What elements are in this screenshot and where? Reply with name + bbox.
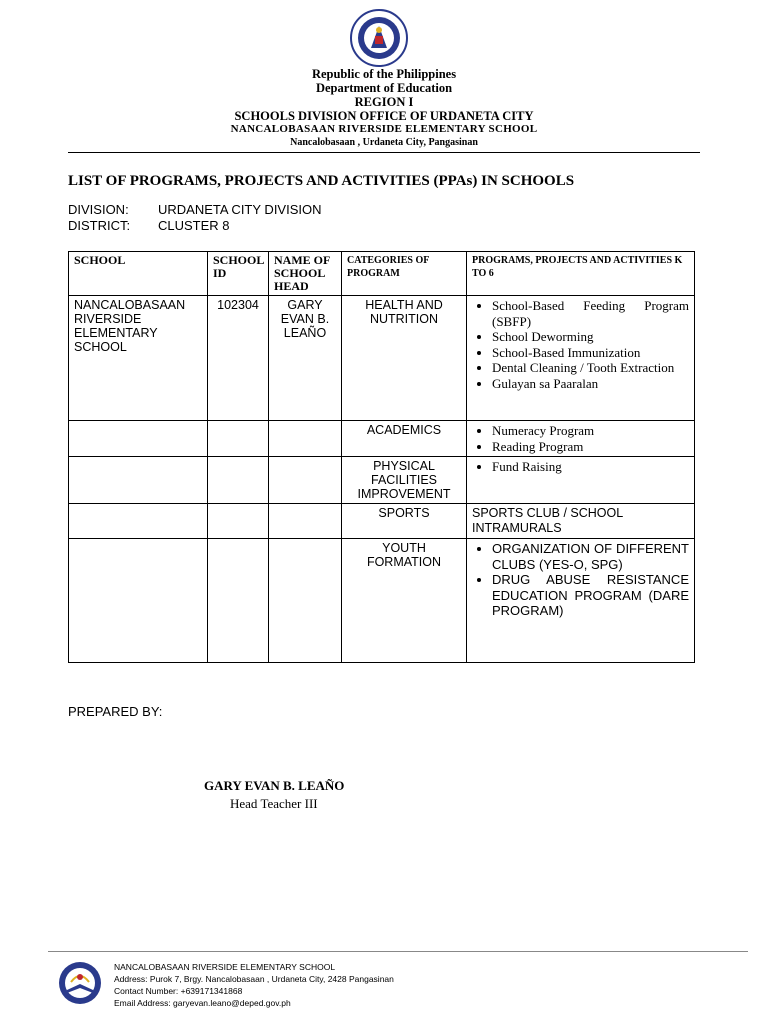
list-item: • Dental Cleaning / Tooth Extraction — [492, 360, 689, 376]
district-label: DISTRICT: — [68, 218, 131, 233]
cell-ppa — [467, 421, 695, 457]
footer-divider — [48, 951, 748, 952]
col-header-ppa: PROGRAMS, PROJECTS AND ACTIVITIES K TO 6 — [467, 252, 695, 296]
deped-seal-icon — [344, 8, 414, 68]
district-value: CLUSTER 8 — [158, 218, 230, 233]
list-item: • Gulayan sa Paaralan — [492, 376, 689, 392]
ppa-table — [68, 251, 695, 663]
header-department: Department of Education — [315, 81, 453, 95]
signatory-name: GARY EVAN B. LEAÑO — [204, 778, 345, 793]
header-divider — [68, 152, 700, 153]
cell-empty — [208, 539, 269, 663]
cell-empty — [69, 539, 208, 663]
col-header-school-head: NAME OF SCHOOL HEAD — [269, 252, 342, 296]
footer-email: Email Address: garyevan.leano@deped.gov.ph — [114, 998, 291, 1008]
document-title: LIST OF PROGRAMS, PROJECTS AND ACTIVITIES (PPAs) IN SCHOOLS — [68, 173, 575, 189]
table-header-row — [69, 252, 695, 296]
list-item: • School Deworming — [492, 329, 689, 345]
list-item: • School-Based Immunization — [492, 345, 689, 361]
cell-category: ACADEMICS — [342, 421, 467, 457]
col-header-school: SCHOOL — [69, 252, 208, 296]
list-item: • Fund Raising — [492, 459, 689, 475]
cell-empty — [69, 504, 208, 539]
list-item: • School-Based Feeding Program (SBFP) — [492, 298, 689, 329]
cell-category: PHYSICAL FACILITIES IMPROVEMENT — [342, 457, 467, 504]
district-line — [68, 218, 230, 233]
table-row — [69, 421, 695, 457]
division-line — [68, 202, 322, 217]
prepared-by-label: PREPARED BY: — [68, 704, 163, 719]
cell-empty — [208, 504, 269, 539]
table-row — [69, 457, 695, 504]
cell-ppa — [467, 296, 695, 421]
table-row — [69, 539, 695, 663]
cell-empty — [69, 421, 208, 457]
footer-school: NANCALOBASAAN RIVERSIDE ELEMENTARY SCHOOL — [114, 962, 336, 972]
cell-school-head: GARY EVAN B. LEAÑO — [269, 296, 342, 421]
division-value: URDANETA CITY DIVISION — [158, 202, 322, 217]
header-school-name: NANCALOBASAAN RIVERSIDE ELEMENTARY SCHOOL — [230, 123, 538, 135]
cell-category: HEALTH AND NUTRITION — [342, 296, 467, 421]
list-item: • DRUG ABUSE RESISTANCE EDUCATION PROGRAM (DARE PROGRAM) — [492, 572, 689, 619]
header-republic: Republic of the Philippines — [311, 67, 457, 81]
cell-empty — [269, 504, 342, 539]
col-header-school-id: SCHOOL ID — [208, 252, 269, 296]
col-header-category: CATEGORIES OF PROGRAM — [342, 252, 467, 296]
cell-empty — [269, 421, 342, 457]
header-division-office: SCHOOLS DIVISION OFFICE OF URDANETA CITY — [234, 109, 534, 123]
cell-category: SPORTS — [342, 504, 467, 539]
table-row — [69, 504, 695, 539]
header-region: REGION I — [354, 95, 414, 109]
division-label: DIVISION: — [68, 202, 129, 217]
list-item: • Numeracy Program — [492, 423, 689, 439]
cell-school: NANCALOBASAAN RIVERSIDE ELEMENTARY SCHOOL — [69, 296, 208, 421]
cell-category: YOUTH FORMATION — [342, 539, 467, 663]
cell-ppa: SPORTS CLUB / SCHOOL INTRAMURALS — [467, 504, 695, 539]
list-item: • Reading Program — [492, 439, 689, 455]
cell-ppa — [467, 457, 695, 504]
cell-empty — [208, 421, 269, 457]
cell-ppa — [467, 539, 695, 663]
header-school-address: Nancalobasaan , Urdaneta City, Pangasinan — [290, 137, 478, 148]
cell-school-id: 102304 — [208, 296, 269, 421]
school-logo-icon — [55, 960, 105, 1006]
cell-empty — [269, 539, 342, 663]
list-item: • ORGANIZATION OF DIFFERENT CLUBS (YES-O, SPG) — [492, 541, 689, 572]
table-row — [69, 296, 695, 421]
signatory-position: Head Teacher III — [230, 796, 318, 811]
footer-contact: Contact Number: +639171341868 — [114, 986, 243, 996]
cell-empty — [269, 457, 342, 504]
footer-address: Address: Purok 7, Brgy. Nancalobasaan , Urdaneta City, 2428 Pangasinan — [114, 974, 394, 984]
cell-empty — [208, 457, 269, 504]
cell-empty — [69, 457, 208, 504]
